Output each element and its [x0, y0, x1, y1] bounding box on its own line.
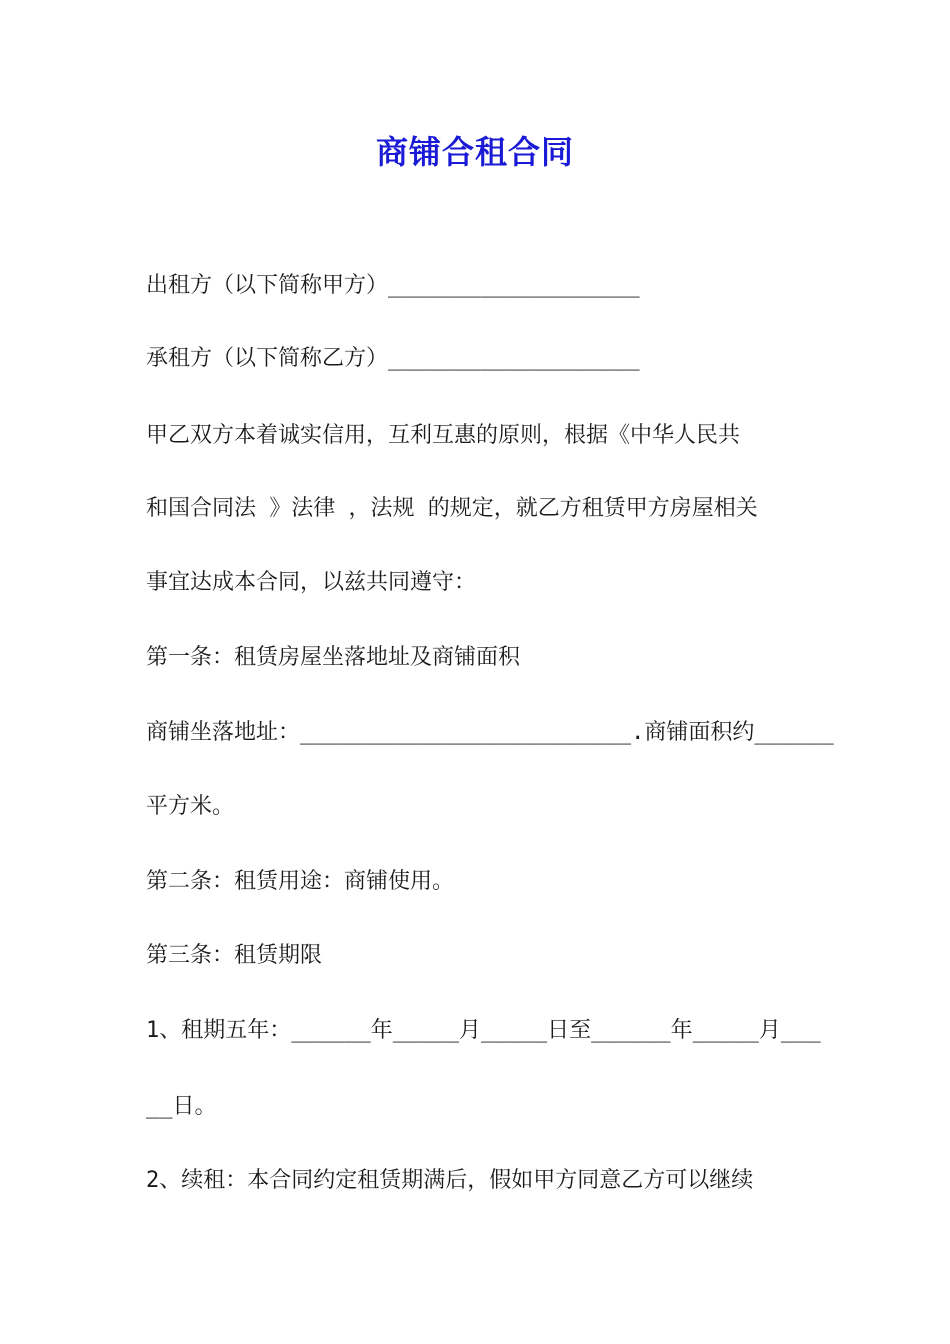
lessee-line: 承租方（以下简称乙方）___________________ [146, 346, 640, 371]
article-3-heading: 第三条：租赁期限 [146, 943, 323, 968]
lease-term-line: 1、租期五年：______年_____月_____日至______年_____月___ [146, 1018, 821, 1043]
preamble-line-1: 甲乙双方本着诚实信用，互利互惠的原则，根据《中华人民共 [146, 423, 741, 448]
article-2-line: 第二条：租赁用途：商铺使用。 [146, 869, 455, 894]
preamble-line-3: 事宜达成本合同，以兹共同遵守： [146, 570, 477, 595]
article-1-heading: 第一条：租赁房屋坐落地址及商铺面积 [146, 645, 521, 670]
lessor-line: 出租方（以下简称甲方）___________________ [146, 273, 640, 298]
shop-area-unit-line: 平方米。 [146, 794, 235, 819]
preamble-line-2: 和国合同法 》法律 ，法规 的规定，就乙方租赁甲方房屋相关 [146, 496, 758, 521]
document-title: 商铺合租合同 [375, 133, 574, 171]
lease-term-end-line: __日。 [146, 1094, 217, 1119]
shop-address-line: 商铺坐落地址：_________________________.商铺面积约______ [146, 720, 834, 745]
renewal-line: 2、续租：本合同约定租赁期满后，假如甲方同意乙方可以继续 [146, 1168, 754, 1193]
